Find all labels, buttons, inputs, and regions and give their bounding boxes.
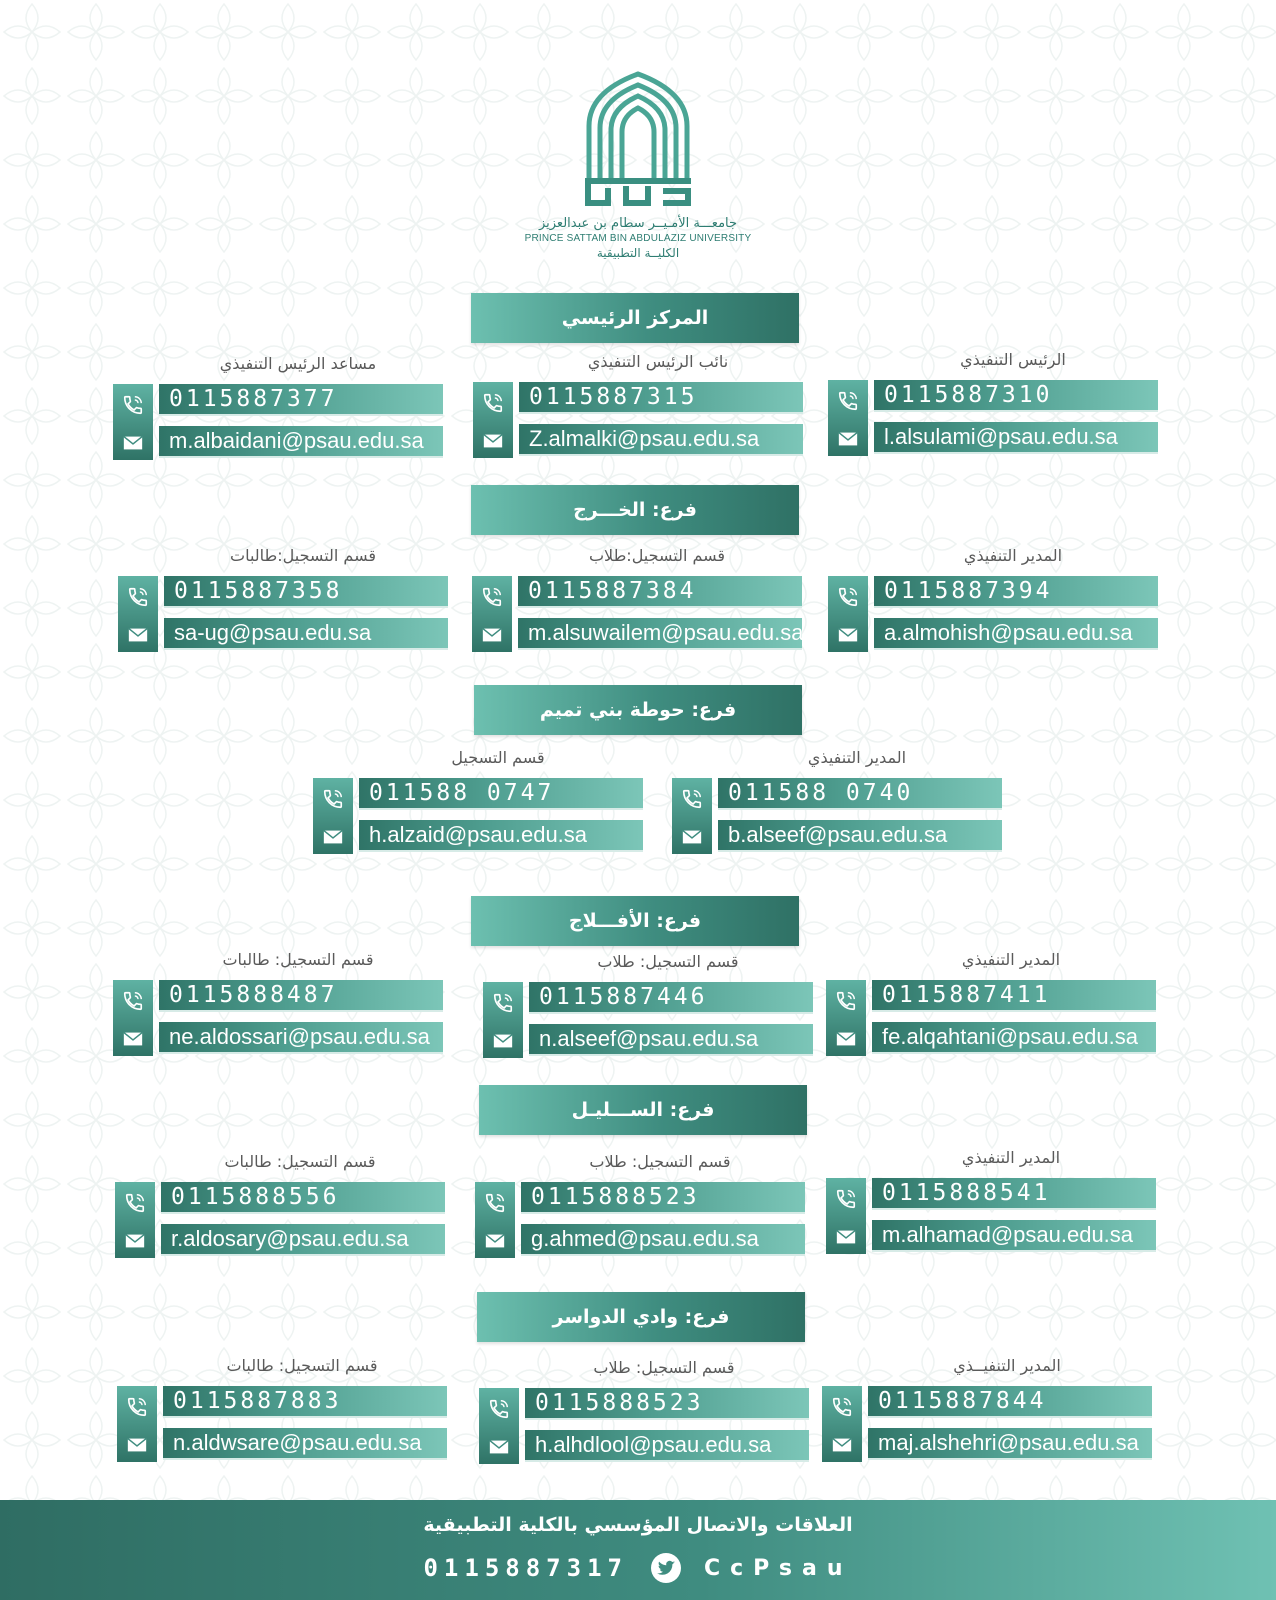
university-english-name: PRINCE SATTAM BIN ABDULAZIZ UNIVERSITY (524, 233, 752, 244)
contact-role: المدير التنفيذي (961, 950, 1061, 969)
contact-icon-column (115, 1182, 155, 1258)
contact-role: قسم التسجيل:طلاب (588, 546, 726, 565)
contact-icon-column (483, 982, 523, 1058)
contact-role: قسم التسجيل:طالبات (230, 546, 376, 565)
footer-twitter-handle[interactable]: CcPsau (703, 1555, 853, 1581)
university-logo (520, 70, 756, 270)
contact-icon-column (117, 1386, 157, 1462)
envelope-icon (127, 624, 149, 646)
contact-role: قسم التسجيل: طلاب (593, 1358, 735, 1377)
envelope-icon (831, 1434, 853, 1456)
contact-card (113, 354, 443, 460)
section-header-alaflaj: فرع: الأفـــلاج (471, 896, 799, 946)
contact-phone[interactable]: 0115887446 (529, 982, 813, 1014)
footer-contact-line (0, 1552, 1276, 1584)
contact-role: قسم التسجيل: طالبات (226, 1356, 378, 1375)
contact-role: قسم التسجيل: طالبات (222, 950, 374, 969)
contact-phone[interactable]: 0115887310 (874, 380, 1158, 412)
phone-icon (322, 788, 344, 810)
contact-email[interactable]: fe.alqahtani@psau.edu.sa (872, 1022, 1156, 1054)
envelope-icon (837, 624, 859, 646)
envelope-icon (492, 1030, 514, 1052)
contact-card (115, 1152, 445, 1258)
contact-icon-column (113, 384, 153, 460)
envelope-icon (835, 1226, 857, 1248)
envelope-icon (122, 1028, 144, 1050)
contact-role: المدير التنفيذي (961, 1148, 1061, 1167)
footer-phone[interactable]: 0115887317 (423, 1554, 628, 1582)
contact-card (483, 952, 813, 1058)
college-name: الكليــة التطبيقية (596, 246, 680, 260)
envelope-icon (484, 1230, 506, 1252)
contact-card (472, 546, 802, 652)
contact-icon-column (826, 980, 866, 1056)
contact-card (826, 1148, 1156, 1254)
contact-email[interactable]: maj.alshehri@psau.edu.sa (868, 1428, 1152, 1460)
contact-card (313, 748, 643, 854)
contact-card (672, 748, 1002, 854)
contact-icon-column (479, 1388, 519, 1464)
contact-role: الرئيس التنفيذي (960, 350, 1066, 369)
phone-icon (484, 1192, 506, 1214)
contact-role: قسم التسجيل: طالبات (224, 1152, 376, 1171)
contact-card (828, 546, 1158, 652)
contact-phone[interactable]: 011588 0747 (359, 778, 643, 810)
footer-title: العلاقات والاتصال المؤسسي بالكلية التطبيقية (423, 1514, 853, 1536)
phone-icon (492, 992, 514, 1014)
phone-icon (837, 586, 859, 608)
contact-icon-column (828, 576, 868, 652)
contact-card (473, 352, 803, 458)
contact-icon-column (472, 576, 512, 652)
section-header-main-center: المركز الرئيسي (471, 293, 799, 343)
contact-card (113, 950, 443, 1056)
contact-icon-column (313, 778, 353, 854)
contact-phone[interactable]: 0115887411 (872, 980, 1156, 1012)
contact-phone[interactable]: 0115888541 (872, 1178, 1156, 1210)
contact-icon-column (822, 1386, 862, 1462)
phone-icon (126, 1396, 148, 1418)
contact-email[interactable]: h.alhdlool@psau.edu.sa (525, 1430, 809, 1462)
contact-email[interactable]: l.alsulami@psau.edu.sa (874, 422, 1158, 454)
contact-card (826, 950, 1156, 1056)
contact-email[interactable]: r.aldosary@psau.edu.sa (161, 1224, 445, 1256)
contact-icon-column (475, 1182, 515, 1258)
contact-role: قسم التسجيل (451, 748, 545, 767)
phone-icon (835, 990, 857, 1012)
contact-role: قسم التسجيل: طلاب (597, 952, 739, 971)
envelope-icon (681, 826, 703, 848)
contact-phone[interactable]: 0115887358 (164, 576, 448, 608)
contact-card (822, 1356, 1152, 1462)
arch-logo-icon (583, 70, 693, 210)
contact-phone[interactable]: 011588 0740 (718, 778, 1002, 810)
contact-role: قسم التسجيل: طلاب (589, 1152, 731, 1171)
contact-phone[interactable]: 0115888523 (525, 1388, 809, 1420)
contact-email[interactable]: Z.almalki@psau.edu.sa (519, 424, 803, 456)
contact-email[interactable]: ne.aldossari@psau.edu.sa (159, 1022, 443, 1054)
contact-icon-column (828, 380, 868, 456)
contact-email[interactable]: sa-ug@psau.edu.sa (164, 618, 448, 650)
section-header-hotat-bani-tamim: فرع: حوطة بني تميم (474, 685, 802, 735)
phone-icon (122, 990, 144, 1012)
phone-icon (482, 392, 504, 414)
footer (0, 1500, 1276, 1600)
envelope-icon (837, 428, 859, 450)
contact-phone[interactable]: 0115887315 (519, 382, 803, 414)
contact-email[interactable]: g.ahmed@psau.edu.sa (521, 1224, 805, 1256)
contact-icon-column (113, 980, 153, 1056)
envelope-icon (835, 1028, 857, 1050)
contact-phone[interactable]: 0115887377 (159, 384, 443, 416)
contact-icon-column (473, 382, 513, 458)
contact-icon-column (672, 778, 712, 854)
phone-icon (831, 1396, 853, 1418)
contact-card (828, 350, 1158, 456)
contact-phone[interactable]: 0115888523 (521, 1182, 805, 1214)
contact-phone[interactable]: 0115888556 (161, 1182, 445, 1214)
contact-icon-column (826, 1178, 866, 1254)
phone-icon (835, 1188, 857, 1210)
contact-card (475, 1152, 805, 1258)
phone-icon (127, 586, 149, 608)
contact-role: المدير التنفيذي (807, 748, 907, 767)
contact-phone[interactable]: 0115888487 (159, 980, 443, 1012)
envelope-icon (482, 430, 504, 452)
contact-email[interactable]: m.albaidani@psau.edu.sa (159, 426, 443, 458)
section-header-wadi-aldawasir: فرع: وادي الدواسر (477, 1292, 805, 1342)
phone-icon (488, 1398, 510, 1420)
envelope-icon (122, 432, 144, 454)
contact-card (118, 546, 448, 652)
contact-role: مساعد الرئيس التنفيذي (219, 354, 377, 373)
contact-email[interactable]: n.aldwsare@psau.edu.sa (163, 1428, 447, 1460)
contact-role: المدير التنفيذي (963, 546, 1063, 565)
contact-email[interactable]: h.alzaid@psau.edu.sa (359, 820, 643, 852)
phone-icon (481, 586, 503, 608)
university-arabic-name: جامعـــة الأمـيــر سطام بن عبدالعزيز (538, 216, 738, 231)
contact-email[interactable]: a.almohish@psau.edu.sa (874, 618, 1158, 650)
contact-email[interactable]: m.alhamad@psau.edu.sa (872, 1220, 1156, 1252)
contact-phone[interactable]: 0115887384 (518, 576, 802, 608)
twitter-icon[interactable] (650, 1552, 682, 1584)
contact-email[interactable]: b.alseef@psau.edu.sa (718, 820, 1002, 852)
contact-phone[interactable]: 0115887844 (868, 1386, 1152, 1418)
contact-email[interactable]: n.alseef@psau.edu.sa (529, 1024, 813, 1056)
contact-icon-column (118, 576, 158, 652)
envelope-icon (322, 826, 344, 848)
contact-role: المدير التنفيــذي (953, 1356, 1061, 1375)
contact-email[interactable]: m.alsuwailem@psau.edu.sa (518, 618, 802, 650)
phone-icon (122, 394, 144, 416)
phone-icon (681, 788, 703, 810)
envelope-icon (488, 1436, 510, 1458)
contact-card (117, 1356, 447, 1462)
section-header-alsulayyil: فرع: الســـليـل (479, 1085, 807, 1135)
contact-role: نائب الرئيس التنفيذي (587, 352, 729, 371)
phone-icon (837, 390, 859, 412)
contact-phone[interactable]: 0115887883 (163, 1386, 447, 1418)
envelope-icon (124, 1230, 146, 1252)
envelope-icon (126, 1434, 148, 1456)
section-header-alkharj: فرع: الخـــرج (471, 485, 799, 535)
envelope-icon (481, 624, 503, 646)
contact-phone[interactable]: 0115887394 (874, 576, 1158, 608)
contact-card (479, 1358, 809, 1464)
phone-icon (124, 1192, 146, 1214)
